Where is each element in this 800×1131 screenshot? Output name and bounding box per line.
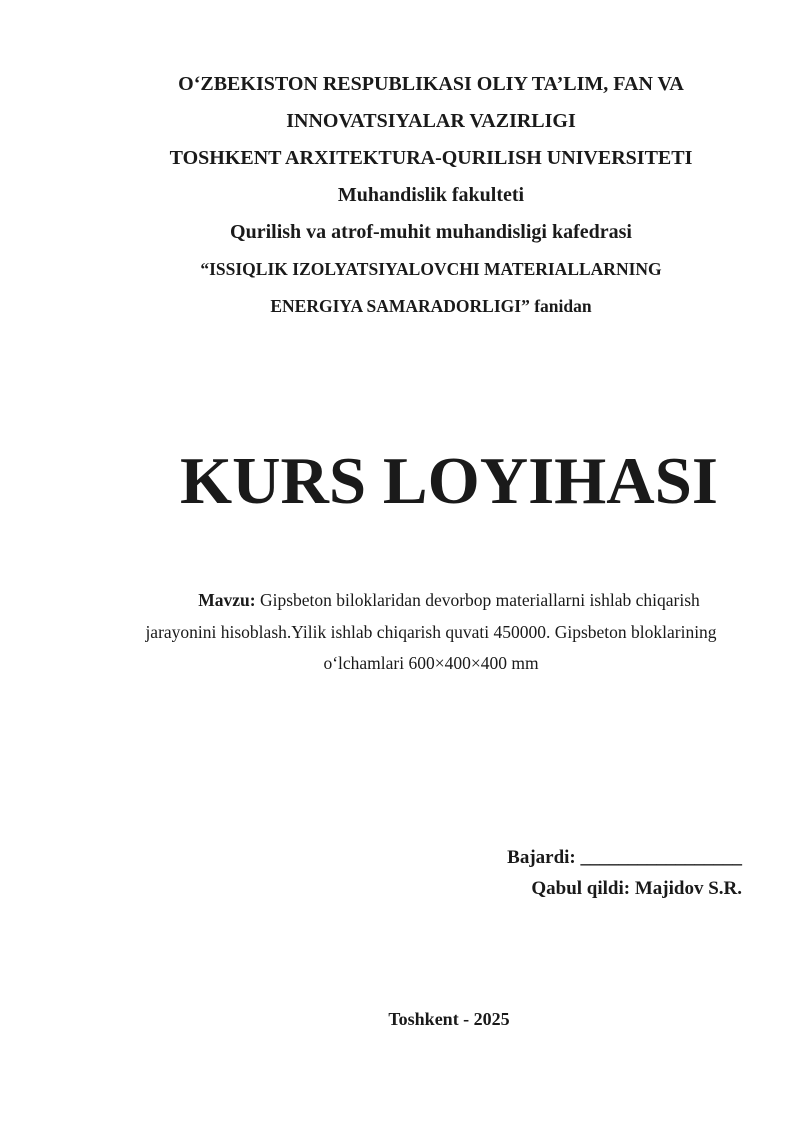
page-title: KURS LOYIHASI <box>180 444 718 518</box>
city-year-line: Toshkent - 2025 <box>388 1009 510 1029</box>
signoff-block <box>120 842 742 904</box>
subject-name-line-1: “ISSIQLIK IZOLYATSIYALOVCHI MATERIALLARNING <box>200 259 662 279</box>
submitted-by-label: Bajardi: <box>507 847 581 868</box>
university-name: TOSHKENT ARXITEKTURA-QURILISH UNIVERSITETI <box>169 147 693 169</box>
ministry-line-1: O‘ZBEKISTON RESPUBLIKASI OLIY TA’LIM, FAN VA <box>178 73 684 95</box>
signature-blank: _________________ <box>580 847 742 868</box>
topic-label: Mavzu: <box>198 590 256 610</box>
accepted-by-line: Qabul qildi: Majidov S.R. <box>531 878 742 899</box>
subject-name-line-2: ENERGIYA SAMARADORLIGI” fanidan <box>270 296 592 316</box>
topic-line-1 <box>120 585 742 617</box>
topic-line-2: jarayonini hisoblash.Yilik ishlab chiqarish quvati 450000. Gipsbeton bloklarining <box>145 621 717 642</box>
faculty-name: Muhandislik fakulteti <box>337 184 525 206</box>
topic-paragraph <box>120 585 742 680</box>
topic-line-1-text: Gipsbeton biloklaridan devorbop materiallarni ishlab chiqarish <box>255 590 700 610</box>
topic-line-3: o‘lchamlari 600×400×400 mm <box>323 653 539 673</box>
ministry-line-2: INNOVATSIYALAR VAZIRLIGI <box>286 110 576 132</box>
submitted-by-line <box>120 842 742 873</box>
department-name: Qurilish va atrof-muhit muhandisligi kafedrasi <box>230 221 632 243</box>
document-header <box>120 66 742 325</box>
